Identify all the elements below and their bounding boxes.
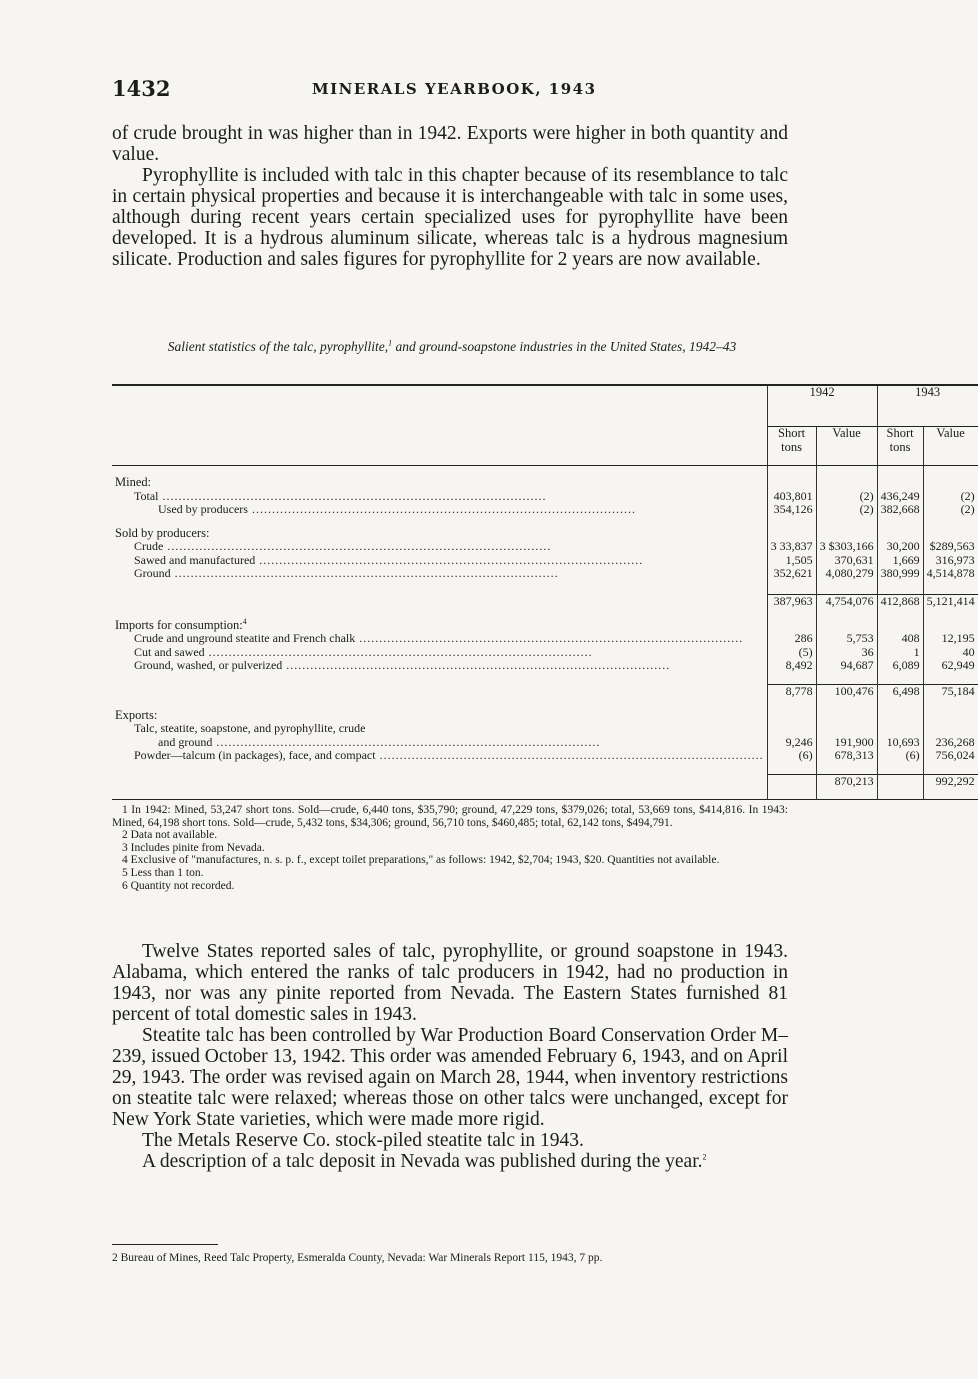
imports-total-row: 8,778 100,476 6,498 75,184 [112, 685, 978, 699]
section-mined: Mined: [112, 476, 978, 490]
running-title: MINERALS YEARBOOK, 1943 [312, 80, 597, 98]
section-exports: Exports: [112, 709, 978, 723]
page-footnote: 2 Bureau of Mines, Reed Talc Property, Esmeralda County, Nevada: War Minerals Report 115, 1943, 7 pp. [112, 1252, 603, 1264]
footnote-1: 1 In 1942: Mined, 53,247 short tons. Sold—crude, 6,440 tons, $35,790; ground, 47,229 tons, $379,026; total, 53,669 tons, $414,816. In 1943: Mined, 64,198 short tons. Sold—crude, 5,432 tons, $34,306; ground, 56,710 tons, $460,485; total, 62,142 tons, $494,791. [112, 804, 788, 829]
table-row: Ground ..... 352,621 4,080,279 380,999 4,514,878 [112, 567, 978, 581]
body-paragraph-1: Twelve States reported sales of talc, pyrophyllite, or ground soapstone in 1943. Alabama, which entered the ranks of talc producers in 1942, had no production in 1943, nor was any pinite reported from Nevada. The Eastern States furnished 81 percent of total domestic sales in 1943. [112, 941, 788, 1025]
intro-paragraph-2: Pyrophyllite is included with talc in this chapter because of its resemblance to talc in certain physical properties and because it is interchangeable with talc in some uses, although during recent years certain specialized uses for pyrophyllite have been developed. It is a hydrous aluminum silicate, whereas talc is a hydrous magnesium silicate. Production and sales figures for pyrophyllite for 2 years are now available. [112, 165, 788, 270]
year-1943-header: 1943 [877, 386, 978, 427]
intro-text [112, 123, 788, 270]
col-value-1942: Value [816, 427, 877, 466]
table-row: Ground, washed, or pulverized ..... 8,492 94,687 6,089 62,949 [112, 659, 978, 673]
table-row: Sawed and manufactured ..... 1,505 370,631 1,669 316,973 [112, 554, 978, 568]
section-sold: Sold by producers: [112, 527, 978, 541]
footnote-4: 4 Exclusive of "manufactures, n. s. p. f., except toilet preparations," as follows: 1942, $2,704; 1943, $20. Quantities not available. [122, 854, 720, 867]
exports-total-row: 870,213 992,292 [112, 775, 978, 789]
table-row: Used by producers ..... 354,126 (2) 382,668 (2) [112, 503, 978, 517]
page-header [112, 76, 788, 102]
col-short-tons-1943: Short tons [877, 427, 923, 466]
footnote-5: 5 Less than 1 ton. [122, 866, 204, 879]
table-row: Crude ..... 3 33,837 3 $303,166 30,200 $289,563 [112, 540, 978, 554]
body-paragraph-3: The Metals Reserve Co. stock-piled steatite talc in 1943. [142, 1130, 584, 1151]
body-text [112, 941, 788, 1172]
section-imports: Imports for consumption:$^4$ [112, 619, 978, 633]
year-header-row [112, 386, 978, 427]
page-number: 1432 [112, 76, 171, 101]
sold-total-row: 387,963 4,754,076 412,868 5,121,414 [112, 595, 978, 609]
salient-statistics-table [112, 384, 978, 800]
table-row: Total ..... 403,801 (2) 436,249 (2) [112, 490, 978, 504]
body-paragraph-4: A description of a talc deposit in Nevada was published during the year.$^2$ [142, 1151, 707, 1172]
table-caption: Salient statistics of the talc, pyrophyllite,$^1$ and ground-soapstone industries in the United States, 1942–43 [167, 338, 737, 354]
footnote-2: 2 Data not available. [122, 829, 218, 842]
footnote-6: 6 Quantity not recorded. [122, 879, 235, 892]
col-value-1943: Value [923, 427, 978, 466]
footnote-3: 3 Includes pinite from Nevada. [122, 841, 265, 854]
year-1942-header: 1942 [767, 386, 877, 427]
col-short-tons-1942: Short tons [767, 427, 816, 466]
table-row: Powder—talcum (in packages), face, and compact ..... (6) 678,313 (6) 756,024 [112, 749, 978, 763]
table-row: Cut and sawed ..... (5) 36 1 40 [112, 646, 978, 660]
table-row: and ground ..... 9,246 191,900 10,693 236,268 [112, 736, 978, 750]
footnote-divider [112, 1244, 218, 1245]
intro-paragraph-1: of crude brought in was higher than in 1942. Exports were higher in both quantity and value. [112, 123, 788, 165]
body-paragraph-2: Steatite talc has been controlled by War Production Board Conservation Order M–239, issued October 13, 1942. This order was amended February 6, 1943, and on April 29, 1943. The order was revised again on March 28, 1944, when inventory restrictions on steatite talc were relaxed; whereas those on other talcs were unchanged, except for New York State varieties, which were made more rigid. [112, 1025, 788, 1130]
table-row: Talc, steatite, soapstone, and pyrophyllite, crude [112, 722, 978, 736]
table-row: Crude and unground steatite and French chalk ..... 286 5,753 408 12,195 [112, 632, 978, 646]
table-footnotes [112, 804, 788, 892]
